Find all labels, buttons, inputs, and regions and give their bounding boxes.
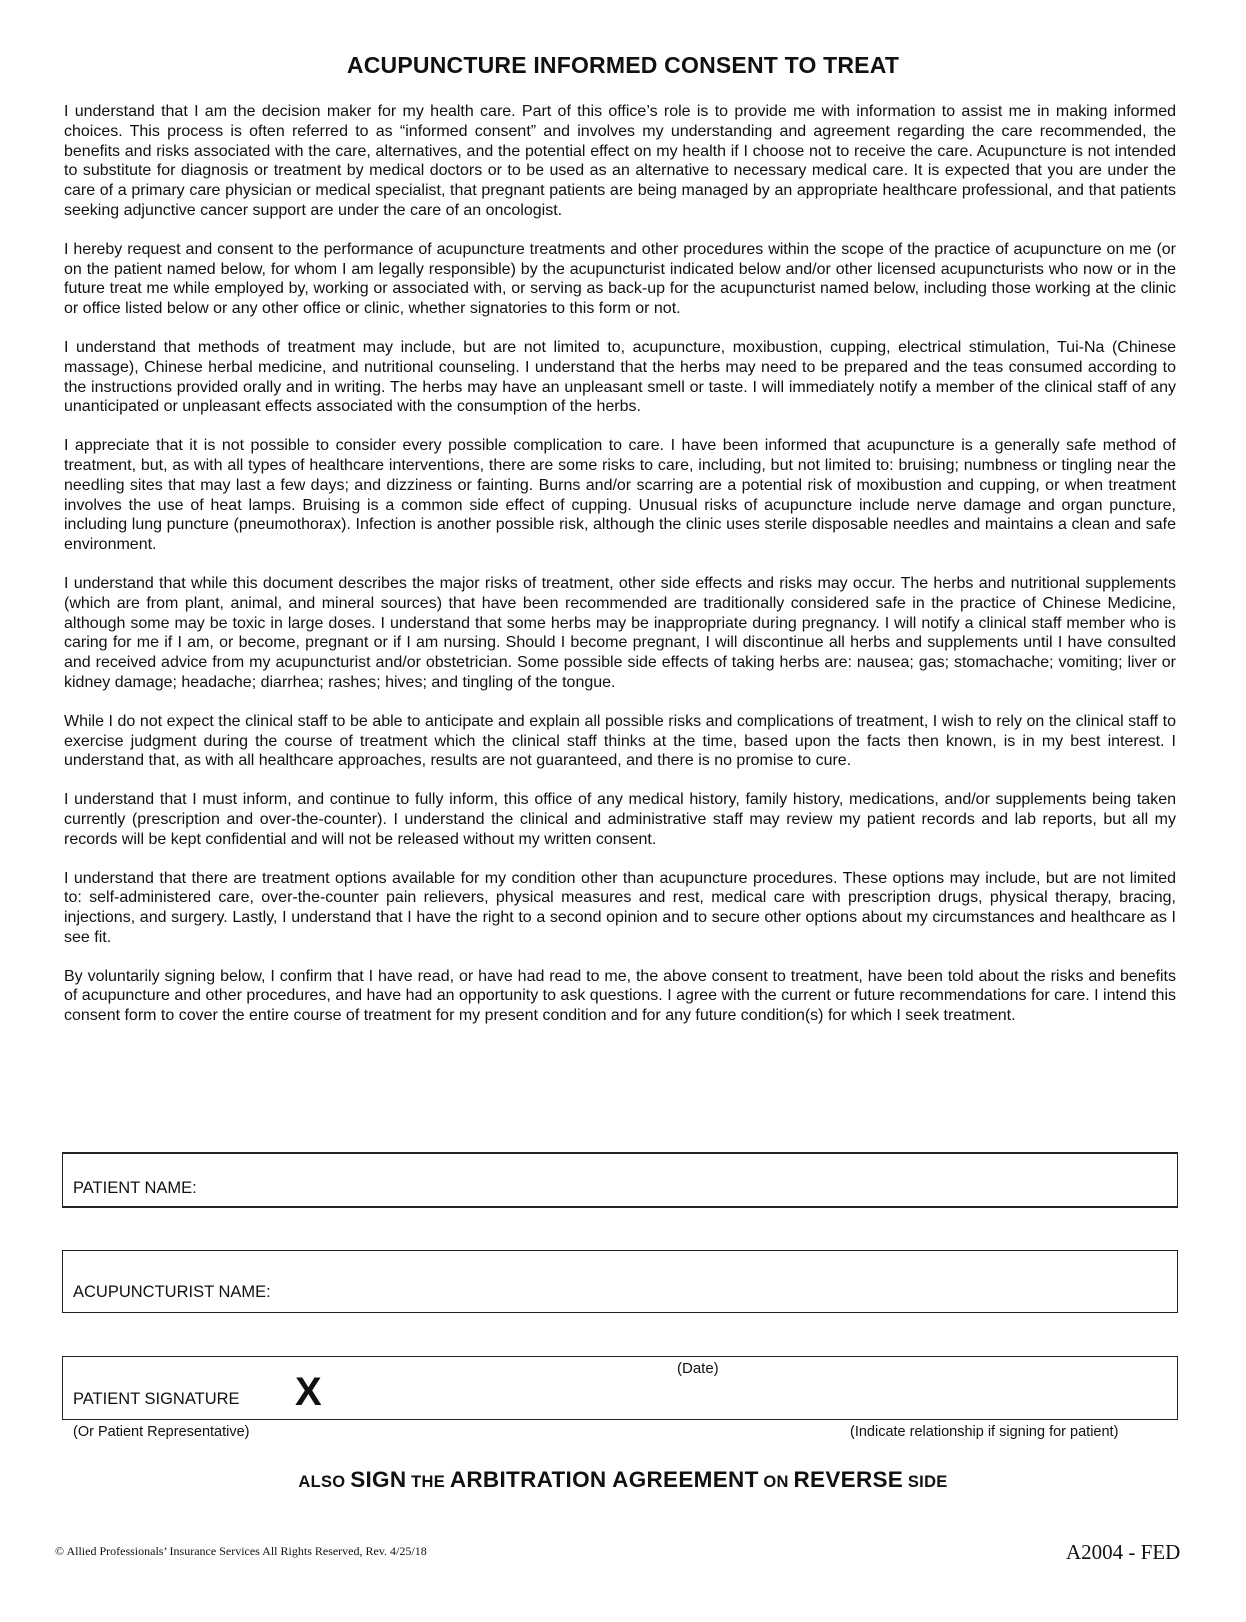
- patient-name-label: PATIENT NAME:: [73, 1179, 197, 1197]
- representative-note: (Or Patient Representative): [73, 1424, 250, 1440]
- acupuncturist-name-label: ACUPUNCTURIST NAME:: [73, 1283, 271, 1301]
- paragraph-request-consent: I hereby request and consent to the performance of acupuncture treatments and other procedures within the scope of the practice of acupuncture on me (or on the patient named below, for whom I am legally responsible) by the acupuncturist indicated below and/or other licensed acupuncturists who now or in the future treat me while employed by, working or associated with, or serving as back-up for the acupuncturist named below, including those working at the clinic or office listed below or any other office or clinic, whether signatories to this form or not.: [64, 240, 1176, 318]
- acupuncturist-name-field[interactable]: [62, 1250, 1178, 1313]
- also-sign-notice: [0, 1467, 1246, 1493]
- paragraph-clinical-judgment: While I do not expect the clinical staff to be able to anticipate and explain all possible risks and complications of treatment, I wish to rely on the clinical staff to exercise judgment during the course of treatment which the clinical staff thinks at the time, based upon the facts then known, is in my best interest. I understand that, as with all healthcare approaches, results are not guaranteed, and there is no promise to cure.: [64, 712, 1176, 770]
- relationship-note: (Indicate relationship if signing for patient): [850, 1424, 1119, 1440]
- paragraph-medical-history: I understand that I must inform, and continue to fully inform, this office of any medical history, family history, medications, and/or supplements being taken currently (prescription and over-the-counter). I understand the clinical and administrative staff may review my patient records and lab reports, but all my records will be kept confidential and will not be released without my written consent.: [64, 791, 1176, 848]
- patient-signature-label: PATIENT SIGNATURE: [73, 1390, 240, 1408]
- side-word: SIDE: [907, 1473, 948, 1491]
- paragraph-herb-risks: I understand that while this document describes the major risks of treatment, other side effects and risks may occur. The herbs and nutritional supplements (which are from plant, animal, and mineral sources) that have been recommended are traditionally considered safe in the practice of Chinese Medicine, although some may be toxic in large doses. I understand that some herbs may be inappropriate during pregnancy. I will notify a clinical staff member who is caring for me if I am, or become, pregnant or if I am nursing. Should I become pregnant, I will discontinue all herbs and supplements until I have consulted and received advice from my acupuncturist and/or obstetrician. Some possible side effects of taking herbs are: nausea; gas; stomachache; vomiting; liver or kidney damage; headache; diarrhea; rashes; hives; and tingling of the tongue.: [64, 574, 1176, 691]
- consent-body: [64, 102, 1176, 1045]
- on-word: ON: [763, 1473, 789, 1491]
- the-word: THE: [411, 1473, 446, 1491]
- sign-word: SIGN: [350, 1467, 407, 1492]
- paragraph-treatment-methods: I understand that methods of treatment may include, but are not limited to, acupuncture, moxibustion, cupping, electrical stimulation, Tui-Na (Chinese massage), Chinese herbal medicine, and nutritional counseling. I understand that the herbs may need to be prepared and the teas consumed according to the instructions provided orally and in writing. The herbs may have an unpleasant smell or taste. I will immediately notify a member of the clinical staff of any unanticipated or unpleasant effects associated with the consumption of the herbs.: [64, 338, 1176, 416]
- copyright-footer: © Allied Professionals’ Insurance Services All Rights Reserved, Rev. 4/25/18: [55, 1544, 427, 1558]
- arbitration-agreement-words: ARBITRATION AGREEMENT: [449, 1467, 759, 1492]
- signature-x-mark: X: [295, 1370, 322, 1414]
- patient-name-field[interactable]: [62, 1152, 1178, 1208]
- paragraph-treatment-options: I understand that there are treatment options available for my condition other than acupuncture procedures. These options may include, but are not limited to: self-administered care, over-the-counter pain relievers, physical measures and rest, medical care with prescription drugs, physical therapy, bracing, injections, and surgery. Lastly, I understand that I have the right to a second opinion and to secure other options about my circumstances and healthcare as I see fit.: [64, 869, 1176, 946]
- reverse-word: REVERSE: [793, 1467, 904, 1492]
- form-code: A2004 - FED: [1066, 1540, 1181, 1564]
- date-label: (Date): [677, 1360, 719, 1377]
- also-word: ALSO: [298, 1473, 346, 1491]
- paragraph-decision-maker: I understand that I am the decision maker for my health care. Part of this office’s role is to provide me with information to assist me in making informed choices. This process is often referred to as “informed consent” and involves my understanding and agreement regarding the care recommended, the benefits and risks associated with the care, alternatives, and the potential effect on my health if I choose not to receive the care. Acupuncture is not intended to substitute for diagnosis or treatment by medical doctors or to be used as an alternative to necessary medical care. It is expected that you are under the care of a primary care physician or medical specialist, that pregnant patients are being managed by an appropriate healthcare professional, and that patients seeking adjunctive cancer support are under the care of an oncologist.: [64, 103, 1176, 219]
- patient-signature-field[interactable]: [62, 1356, 1178, 1420]
- paragraph-risks: I appreciate that it is not possible to consider every possible complication to care. I have been informed that acupuncture is a generally safe method of treatment, but, as with all types of healthcare interventions, there are some risks to care, including, but not limited to: bruising; numbness or tingling near the needling sites that may last a few days; and dizziness or fainting. Burns and/or scarring are a potential risk of moxibustion and cupping, or when treatment involves the use of heat lamps. Bruising is a common side effect of cupping. Unusual risks of acupuncture include nerve damage and organ puncture, including lung puncture (pneumothorax). Infection is another possible risk, although the clinic uses sterile disposable needles and maintains a clean and safe environment.: [64, 437, 1176, 554]
- document-title: ACUPUNCTURE INFORMED CONSENT TO TREAT: [346, 52, 900, 78]
- paragraph-voluntary-signing: By voluntarily signing below, I confirm that I have read, or have had read to me, the above consent to treatment, have been told about the risks and benefits of acupuncture and other procedures, and have had an opportunity to ask questions. I agree with the current or future recommendations for care. I intend this consent form to cover the entire course of treatment for my present condition and for any future condition(s) for which I seek treatment.: [64, 967, 1176, 1025]
